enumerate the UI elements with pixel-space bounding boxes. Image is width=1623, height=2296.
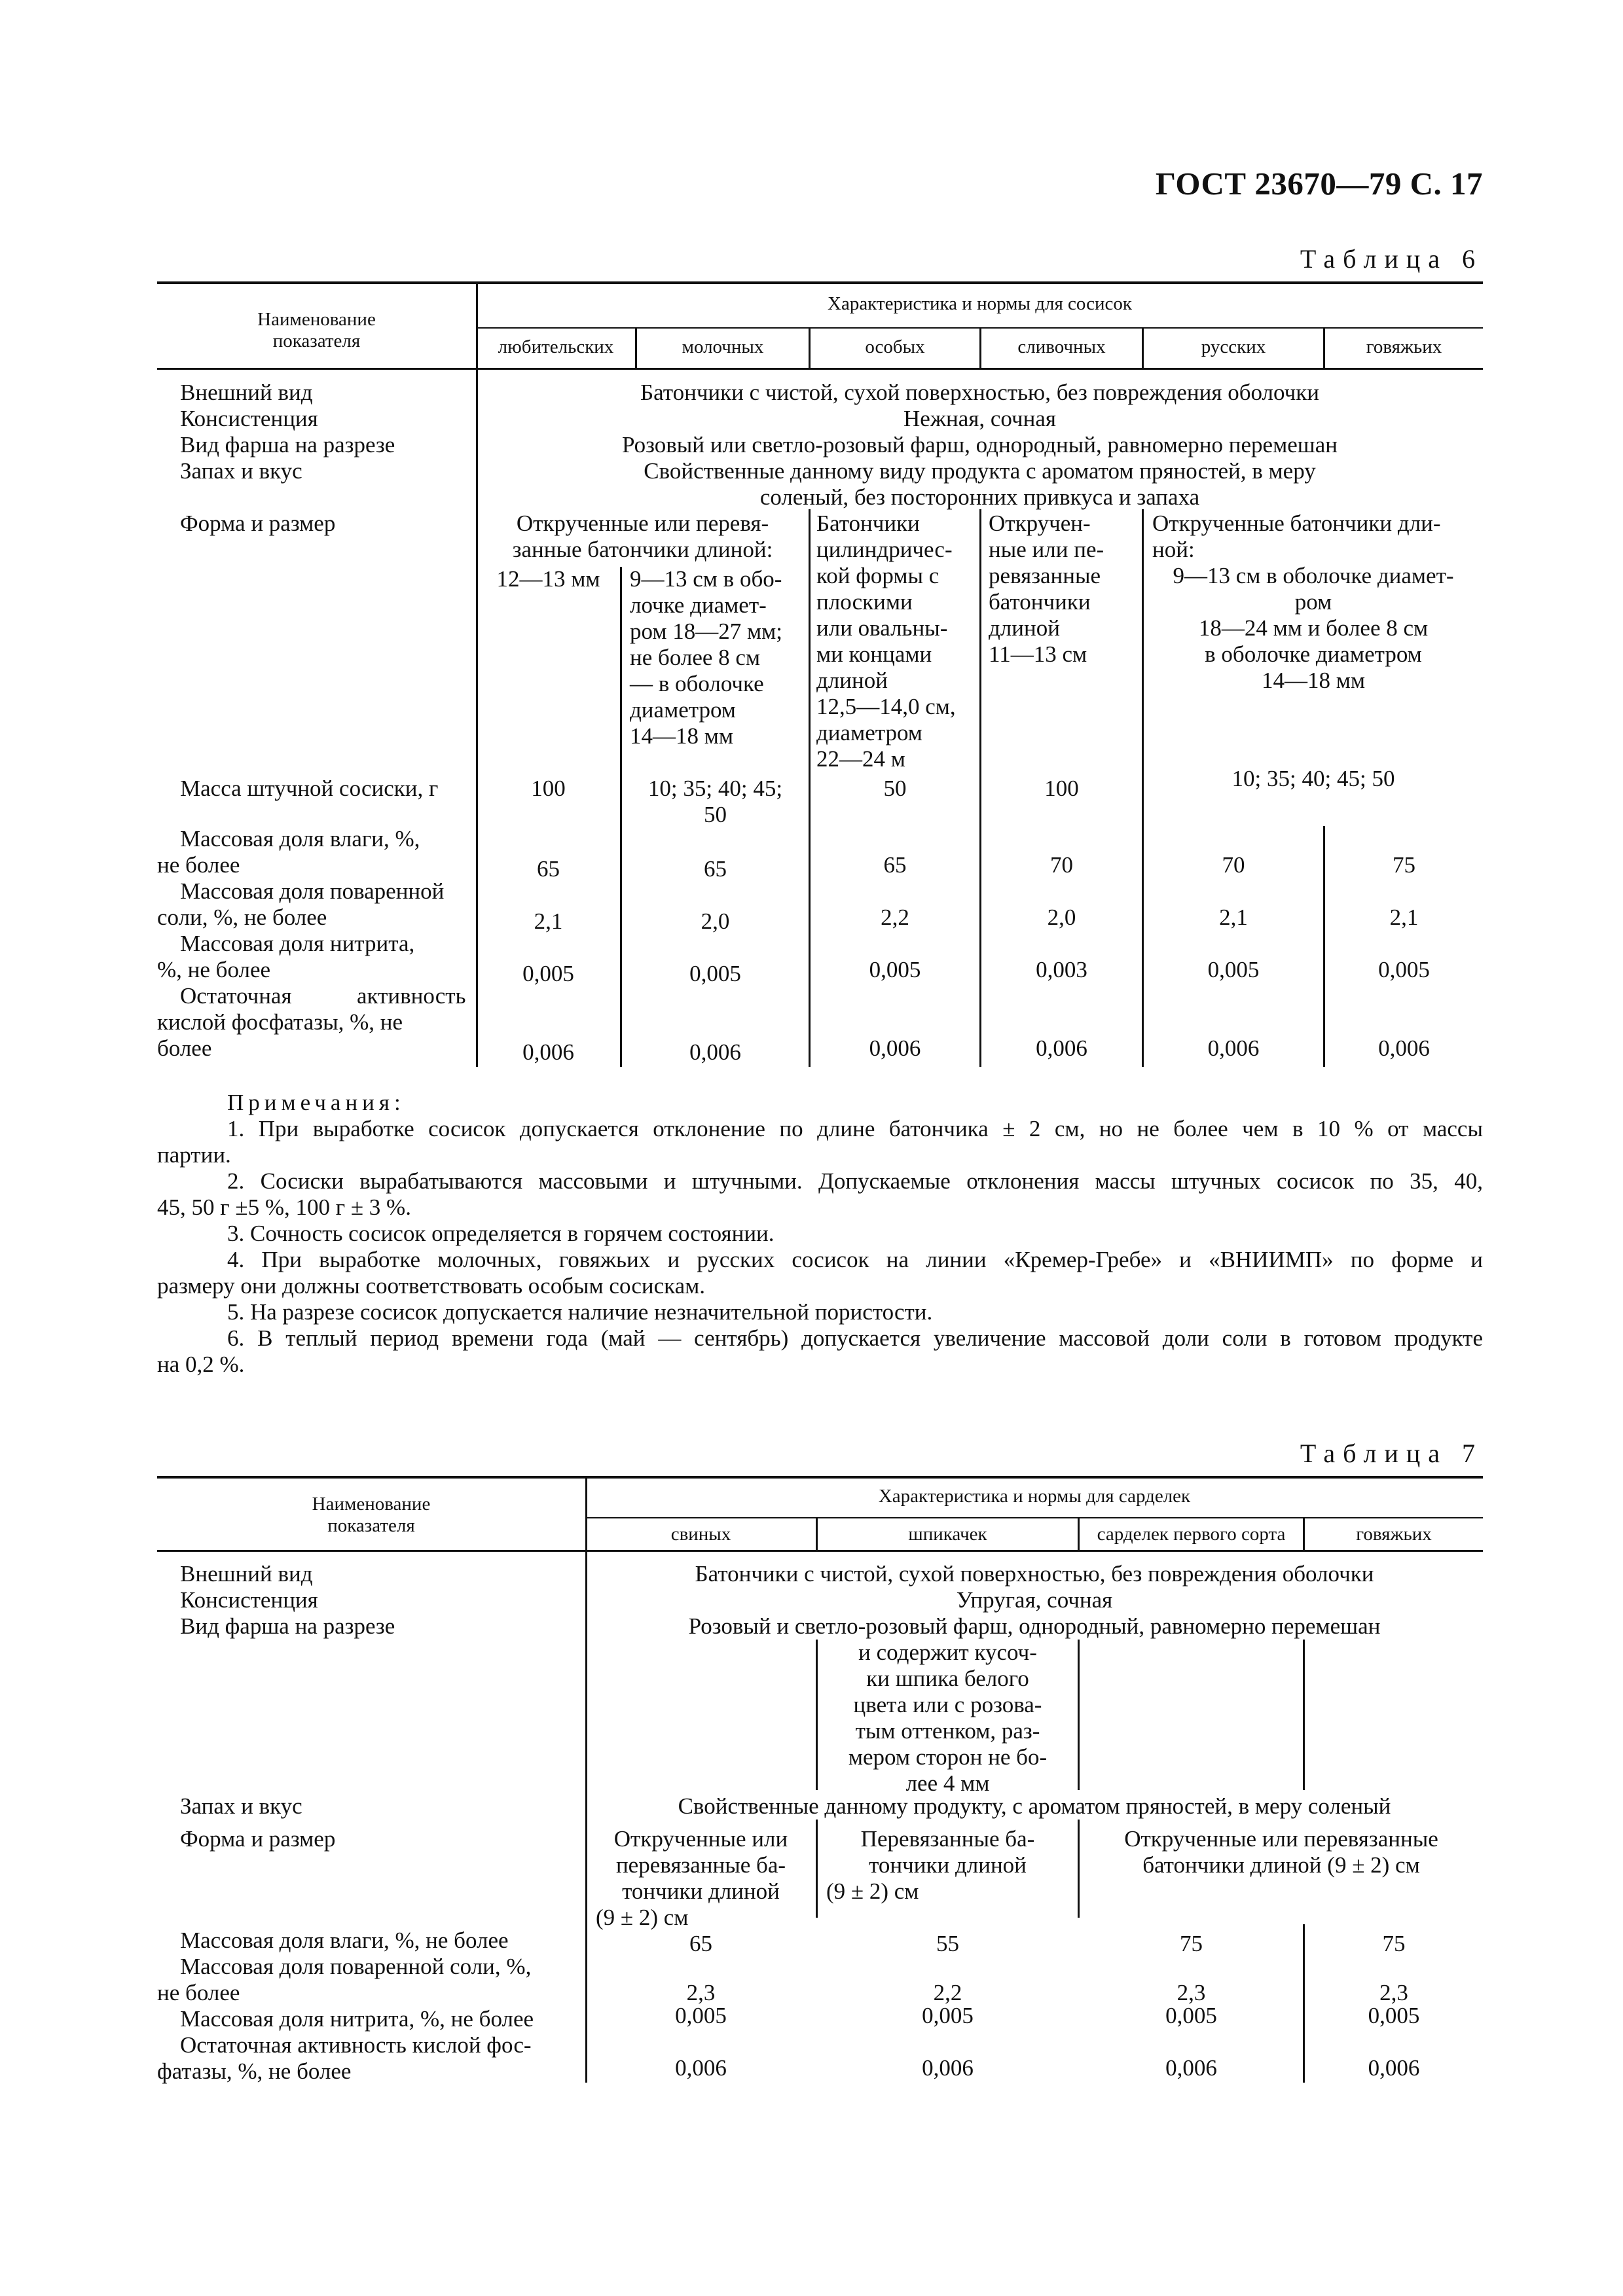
table7-col-header-2: шпикачек bbox=[908, 1524, 987, 1545]
t7-shape-c2-line: Перевязанные ба- bbox=[860, 1826, 1035, 1852]
t7-mince-c2-line: ки шпика белого bbox=[866, 1666, 1029, 1691]
t6-label-phosphatase-1a: Остаточная bbox=[180, 983, 292, 1009]
table6-col-group-header: Характеристика и нормы для сосисок bbox=[828, 293, 1132, 314]
t7-shape-c34-2: батончики длиной (9 ± 2) см bbox=[1142, 1852, 1420, 1878]
note-4-line-2: размеру они должны соответствовать особым сосискам. bbox=[157, 1273, 706, 1299]
t6-label-appearance: Внешний вид bbox=[180, 380, 313, 405]
t6-shape-c2-line: не более 8 см bbox=[630, 645, 761, 670]
t6-shape-c4-line: ные или пе- bbox=[989, 537, 1104, 562]
t7-label-phosphatase-1: Остаточная активность кислой фос- bbox=[180, 2032, 532, 2058]
t7-label-shape: Форма и размер bbox=[180, 1826, 336, 1852]
note-1-line-1: 1. При выработке сосисок допускается отклонение по длине батончика ± 2 см, но не более чем в 10 % от массы bbox=[227, 1116, 1483, 1141]
t6-moisture-c1: 65 bbox=[537, 856, 560, 882]
t7-shape-c2-line: (9 ± 2) см bbox=[826, 1878, 919, 1904]
t6-moisture-c2: 65 bbox=[704, 856, 727, 882]
t6-mass-c56: 10; 35; 40; 45; 50 bbox=[1231, 766, 1395, 791]
t7-smell-value: Свойственные данному продукту, с ароматом пряностей, в меру соленый bbox=[678, 1793, 1391, 1819]
t6-label-salt-2: соли, %, не более bbox=[157, 905, 327, 930]
t7-mince-value: Розовый и светло-розовый фарш, однородный, равномерно перемешан bbox=[688, 1613, 1381, 1639]
table7-top-rule bbox=[157, 1476, 1483, 1479]
t7-moisture-c1: 65 bbox=[689, 1931, 712, 1956]
t6-label-smell: Запах и вкус bbox=[180, 458, 302, 484]
t6-appearance-value: Батончики с чистой, сухой поверхностью, без повреждения оболочки bbox=[640, 380, 1319, 405]
t6-nitrite-c1: 0,005 bbox=[522, 961, 574, 986]
t6-shape-c3-line: кой формы с bbox=[816, 563, 939, 588]
t6-shape-c56-line: 18—24 мм и более 8 см bbox=[1198, 615, 1429, 641]
t6-label-nitrite-1: Массовая доля нитрита, bbox=[180, 931, 415, 956]
t7-label-salt-2: не более bbox=[157, 1980, 240, 2005]
note-2-line-1: 2. Сосиски вырабатываются массовыми и штучными. Допускаемые отклонения массы штучных сосисок по 35, 40, bbox=[227, 1168, 1483, 1194]
t6-shape-c3-line: 12,5—14,0 см, bbox=[816, 694, 956, 719]
t6-shape-c2-line: 14—18 мм bbox=[630, 723, 734, 749]
t6-shape-c12-2: занные батончики длиной: bbox=[512, 537, 773, 562]
t6-smell-value-1: Свойственные данному виду продукта с ароматом пряностей, в меру bbox=[644, 458, 1316, 484]
note-5: 5. На разрезе сосисок допускается наличие незначительной пористости. bbox=[227, 1299, 933, 1325]
table7-caption: Таблица 7 bbox=[1300, 1439, 1483, 1468]
t6-smell-value-2: соленый, без посторонних привкуса и запаха bbox=[759, 484, 1200, 510]
t6-shape-c56-line: 14—18 мм bbox=[1261, 668, 1366, 693]
t6-nitrite-c3: 0,005 bbox=[869, 957, 921, 982]
t6-salt-c6: 2,1 bbox=[1389, 905, 1419, 930]
table7-group-rule bbox=[586, 1517, 1483, 1518]
table7-col-name-header: Наименование показателя bbox=[312, 1494, 431, 1536]
t6-salt-c4: 2,0 bbox=[1047, 905, 1076, 930]
t6-label-shape: Форма и размер bbox=[180, 511, 336, 536]
t6-shape-c3-line: плоскими bbox=[816, 589, 913, 615]
t6-shape-c2-line: диаметром bbox=[630, 697, 736, 723]
t6-phosphatase-c6: 0,006 bbox=[1378, 1035, 1430, 1061]
t7-nitrite-c1: 0,005 bbox=[675, 2003, 727, 2028]
table6-col-header-2: молочных bbox=[682, 336, 764, 357]
t7-moisture-c2: 55 bbox=[936, 1931, 959, 1956]
t6-shape-c4-line: длиной bbox=[989, 615, 1060, 641]
t6-shape-c3-line: длиной bbox=[816, 668, 888, 693]
t7-appearance-value: Батончики с чистой, сухой поверхностью, без повреждения оболочки bbox=[695, 1561, 1374, 1587]
t7-label-consistency: Консистенция bbox=[180, 1587, 318, 1613]
table7-body-divider-3a bbox=[1303, 1640, 1305, 1790]
t7-salt-c3: 2,3 bbox=[1176, 1980, 1206, 2005]
t7-salt-c4: 2,3 bbox=[1379, 1980, 1408, 2005]
table7-col-header-4: говяжьих bbox=[1356, 1524, 1432, 1545]
t6-salt-c3: 2,2 bbox=[881, 905, 909, 930]
t6-label-phosphatase-2: кислой фосфатазы, %, не bbox=[157, 1009, 403, 1035]
t6-nitrite-c4: 0,003 bbox=[1036, 957, 1087, 982]
t7-shape-c1-line: тончики длиной bbox=[622, 1878, 780, 1904]
t6-moisture-c5: 70 bbox=[1222, 852, 1245, 878]
note-4-line-1: 4. При выработке молочных, говяжьих и русских сосисок на линии «Кремер-Гребе» и «ВНИИМП» по форме и bbox=[227, 1247, 1483, 1272]
t7-salt-c2: 2,2 bbox=[933, 1980, 962, 2005]
t7-moisture-c4: 75 bbox=[1382, 1931, 1406, 1956]
note-2-line-2: 45, 50 г ±5 %, 100 г ± 3 %. bbox=[157, 1194, 411, 1220]
t6-nitrite-c2: 0,005 bbox=[689, 961, 741, 986]
t7-label-phosphatase-2: фатазы, %, не более bbox=[157, 2058, 352, 2084]
t7-moisture-c3: 75 bbox=[1180, 1931, 1203, 1956]
t6-label-mince: Вид фарша на разрезе bbox=[180, 432, 395, 457]
t6-shape-c2-line: ром 18—27 мм; bbox=[630, 619, 783, 644]
table7-body-divider-2a bbox=[1078, 1640, 1080, 1790]
t6-mass-c2-1: 10; 35; 40; 45; bbox=[647, 776, 783, 801]
t6-shape-c2-line: — в оболочке bbox=[630, 671, 764, 696]
t6-nitrite-c6: 0,005 bbox=[1378, 957, 1430, 982]
t6-label-phosphatase-1b: активность bbox=[357, 983, 466, 1009]
t7-shape-c1-line: Открученные или bbox=[613, 1826, 788, 1852]
t7-label-moisture: Массовая доля влаги, %, не более bbox=[180, 1928, 509, 1953]
table6-top-rule bbox=[157, 281, 1483, 284]
t6-mass-c2-2: 50 bbox=[704, 802, 727, 827]
t6-phosphatase-c4: 0,006 bbox=[1036, 1035, 1087, 1061]
table6-header-rule bbox=[157, 368, 1483, 370]
t7-nitrite-c2: 0,005 bbox=[922, 2003, 974, 2028]
t6-shape-c56-line: в оболочке диаметром bbox=[1205, 641, 1422, 667]
t6-phosphatase-c5: 0,006 bbox=[1207, 1035, 1260, 1061]
t6-mass-c4: 100 bbox=[1044, 776, 1079, 801]
t6-moisture-c3: 65 bbox=[883, 852, 907, 878]
note-1-line-2: партии. bbox=[157, 1142, 231, 1168]
note-3: 3. Сочность сосисок определяется в горячем состоянии. bbox=[227, 1221, 775, 1246]
t6-shape-c4-line: 11—13 см bbox=[989, 641, 1087, 667]
t7-mince-c2-line: тым оттенком, раз- bbox=[855, 1718, 1040, 1744]
t6-phosphatase-c3: 0,006 bbox=[869, 1035, 921, 1061]
t7-shape-c34-1: Открученные или перевязанные bbox=[1124, 1826, 1438, 1852]
t7-mince-c2-line: и содержит кусоч- bbox=[858, 1640, 1037, 1665]
t7-mince-c2-line: цвета или с розова- bbox=[853, 1692, 1042, 1717]
note-6-line-1: 6. В теплый период времени года (май — сентябрь) допускается увеличение массовой доли соли в готовом продукте bbox=[227, 1325, 1483, 1351]
t6-salt-c5: 2,1 bbox=[1219, 905, 1248, 930]
t6-shape-c4-line: Откручен- bbox=[989, 511, 1091, 536]
t6-shape-c3-line: диаметром bbox=[816, 720, 922, 745]
t6-salt-c1: 2,1 bbox=[534, 908, 563, 934]
table7-col-group-header: Характеристика и нормы для сарделек bbox=[878, 1486, 1191, 1507]
t6-nitrite-c5: 0,005 bbox=[1207, 957, 1260, 982]
t7-consistency-value: Упругая, сочная bbox=[956, 1587, 1113, 1613]
t6-mass-c1: 100 bbox=[531, 776, 566, 801]
t6-phosphatase-c1: 0,006 bbox=[522, 1039, 574, 1065]
t6-shape-c3-line: ми концами bbox=[816, 641, 932, 667]
t6-shape-c56-line: ной: bbox=[1152, 537, 1195, 562]
t6-shape-c3-line: 22—24 м bbox=[816, 746, 905, 772]
t7-phosphatase-c3: 0,006 bbox=[1165, 2055, 1217, 2081]
t6-shape-c3-line: Батончики bbox=[816, 511, 920, 536]
t6-shape-c56-line: ром bbox=[1294, 589, 1332, 615]
t6-label-salt-1: Массовая доля поваренной bbox=[180, 878, 445, 904]
page-header: ГОСТ 23670—79 С. 17 bbox=[1155, 166, 1483, 202]
t7-label-salt-1: Массовая доля поваренной соли, %, bbox=[180, 1954, 532, 1979]
t7-mince-c2-line: лее 4 мм bbox=[905, 1770, 990, 1796]
t6-mince-value: Розовый или светло-розовый фарш, однородный, равномерно перемешан bbox=[622, 432, 1338, 457]
t7-shape-c2-line: тончики длиной bbox=[869, 1852, 1027, 1878]
t6-shape-c56-line: Открученные батончики дли- bbox=[1152, 511, 1441, 536]
t6-label-phosphatase-3: более bbox=[157, 1035, 212, 1061]
t7-label-smell: Запах и вкус bbox=[180, 1793, 302, 1819]
t7-nitrite-c3: 0,005 bbox=[1165, 2003, 1217, 2028]
t6-shape-c2-line: 9—13 см в обо- bbox=[630, 566, 782, 592]
table7-col-header-3: сарделек первого сорта bbox=[1097, 1524, 1286, 1545]
t6-label-moisture-2: не более bbox=[157, 852, 240, 878]
t6-shape-c1: 12—13 мм bbox=[496, 566, 600, 592]
t6-shape-c3-line: или овальны- bbox=[816, 615, 948, 641]
t6-label-moisture-1: Массовая доля влаги, %, bbox=[180, 826, 420, 852]
t6-shape-c56-line: 9—13 см в оболочке диамет- bbox=[1173, 563, 1454, 588]
t7-shape-c1-line: (9 ± 2) см bbox=[596, 1905, 689, 1930]
t6-label-mass: Масса штучной сосиски, г bbox=[180, 776, 439, 801]
t6-label-consistency: Консистенция bbox=[180, 406, 318, 431]
t7-shape-c1-line: перевязанные ба- bbox=[615, 1852, 786, 1878]
t6-phosphatase-c2: 0,006 bbox=[689, 1039, 741, 1065]
t6-shape-c3-line: цилиндричес- bbox=[816, 537, 953, 562]
table6-col-header-1: любительских bbox=[498, 336, 614, 357]
t6-label-nitrite-2: %, не более bbox=[157, 957, 271, 982]
table6-col-header-6: говяжьих bbox=[1366, 336, 1442, 357]
t6-moisture-c4: 70 bbox=[1050, 852, 1073, 878]
notes-title: Примечания: bbox=[227, 1090, 405, 1115]
t6-shape-c12-1: Открученные или перевя- bbox=[516, 511, 769, 536]
t7-label-mince: Вид фарша на разрезе bbox=[180, 1613, 395, 1639]
t7-phosphatase-c4: 0,006 bbox=[1368, 2055, 1420, 2081]
t6-shape-c4-line: ревязанные bbox=[989, 563, 1101, 588]
t7-label-nitrite: Массовая доля нитрита, %, не более bbox=[180, 2006, 534, 2032]
t6-shape-c4-line: батончики bbox=[989, 589, 1091, 615]
table6-col-header-4: сливочных bbox=[1017, 336, 1106, 357]
t7-nitrite-c4: 0,005 bbox=[1368, 2003, 1420, 2028]
table6-col-header-5: русских bbox=[1201, 336, 1266, 357]
t7-label-appearance: Внешний вид bbox=[180, 1561, 313, 1587]
t7-salt-c1: 2,3 bbox=[686, 1980, 716, 2005]
t6-consistency-value: Нежная, сочная bbox=[903, 406, 1056, 431]
table7-header-rule bbox=[157, 1550, 1483, 1552]
table6-caption: Таблица 6 bbox=[1300, 244, 1483, 274]
note-6-line-2: на 0,2 %. bbox=[157, 1352, 245, 1377]
table7-col-header-1: свиных bbox=[670, 1524, 731, 1545]
t7-phosphatase-c2: 0,006 bbox=[922, 2055, 974, 2081]
t7-phosphatase-c1: 0,006 bbox=[675, 2055, 727, 2081]
table6-col-name-header: Наименование показателя bbox=[257, 309, 376, 351]
t7-mince-c2-line: мером сторон не бо- bbox=[848, 1744, 1048, 1770]
t6-mass-c3: 50 bbox=[883, 776, 907, 801]
table6-col-header-3: особых bbox=[865, 336, 925, 357]
t6-shape-c2-line: лочке диамет- bbox=[630, 592, 767, 618]
t6-salt-c2: 2,0 bbox=[701, 908, 730, 934]
t6-moisture-c6: 75 bbox=[1393, 852, 1415, 878]
